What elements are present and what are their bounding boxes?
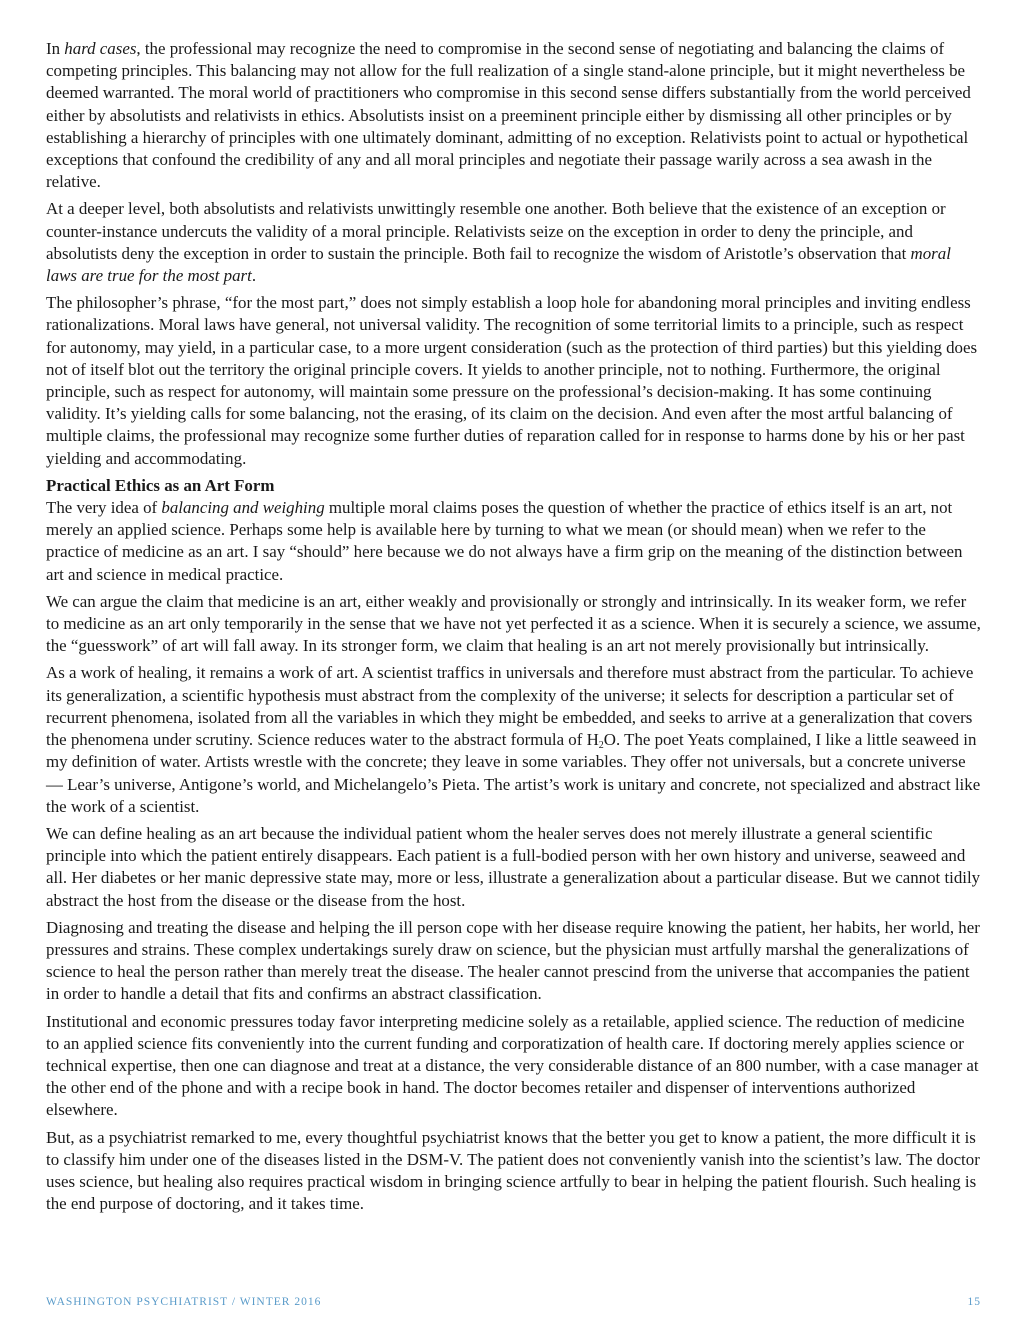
paragraph-philosophers-phrase: The philosopher’s phrase, “for the most part,” does not simply establish a loop hole for abandoning moral principles and inviting endless rationalizations. Moral laws have general, not universal validity. The recognition of some territorial limits to a principle, such as respect for autonomy, may yield, in a particular case, to a more urgent consideration (such as the protection of third parties) but this yielding does not of itself blot out the territory the original principle covers. It yields to another principle, not to nothing. Furthermore, the original principle, such as respect for autonomy, will maintain some pressure on the professional’s decision-making. It has some continuing validity. It’s yielding calls for some balancing, not the erasing, of its claim on the decision. And even after the most artful balancing of multiple claims, the professional may recognize some further duties of reparation called for in response to harms done by his or her past yielding and accommodating. xyxy=(46,293,978,468)
paragraph-institutional: Institutional and economic pressures today favor interpreting medicine solely as a retailable, applied science. The reduction of medicine to an applied science fits conveniently into the current funding and corporatization of health care. If doctoring merely applies science or technical expertise, then one can diagnose and treat at a distance, the very considerable distance of an 800 number, with a case manager at the other end of the phone and with a recipe book in hand. The doctor becomes retailer and dispenser of interventions authorized elsewhere. xyxy=(46,1011,979,1120)
section-heading: Practical Ethics as an Art Form xyxy=(46,475,275,495)
publication-title: WASHINGTON PSYCHIATRIST / WINTER 2016 xyxy=(46,1296,322,1308)
subscript-two: 2 xyxy=(598,740,604,752)
emphasis-balancing: balancing and weighing xyxy=(161,498,325,518)
paragraph-diagnosing: Diagnosing and treating the disease and helping the ill person cope with her disease require knowing the patient, her habits, her world, her pressures and strains. These complex undertakings surely draw on science, but the physician must artfully marshal the generalizations of science to heal the person rather than merely treat the disease. The healer cannot prescind from the universe that accompanies the patient in order to handle a detail that fits and confirms an abstract classification. xyxy=(46,917,980,1004)
emphasis-hard-cases: hard cases xyxy=(64,39,137,58)
page-number: 15 xyxy=(967,1296,981,1308)
paragraph-psychiatrist: But, as a psychiatrist remarked to me, every thoughtful psychiatrist knows that the better you get to know a patient, the more difficult it is to classify him under one of the diseases listed in the DSM-V. The patient does not conveniently vanish into the scientist’s law. The doctor uses science, but healing also requires practical wisdom in bringing science artfully to bear in helping the patient flourish. Such healing is the end purpose of doctoring, and it takes time. xyxy=(46,1127,980,1214)
paragraph-medicine-art: We can argue the claim that medicine is an art, either weakly and provisionally or strongly and intrinsically. In its weaker form, we refer to medicine as an art only temporarily in the sense that we have not yet perfected it as a science. When it is securely a science, we assume, the “guesswork” of art will fall away. In its stronger form, we claim that healing is an art not merely provisionally but intrinsically. xyxy=(46,591,981,656)
paragraph-balancing-weighing: The very idea of balancing and weighing multiple moral claims poses the question of whether the practice of ethics itself is an art, not merely an applied science. Perhaps some help is available here by turning to what we mean (or should mean) when we refer to the practice of medicine as an art. I say “should” here because we do not always have a firm grip on the meaning of the distinction between art and science in medical practice. xyxy=(46,498,963,584)
emphasis-moral-laws: moral laws are true for the most part xyxy=(46,243,951,286)
paragraph-deeper-level: At a deeper level, both absolutists and relativists unwittingly resemble one another. Both believe that the existence of an exception or counter-instance undercuts the validity of a moral principle. Relativists seize on the exception in order to deny the principle, and absolutists deny the exception in order to sustain the principle. Both fail to recognize the wisdom of Aristotle’s observation that moral laws are true for the most part. xyxy=(46,199,951,286)
paragraph-hard-cases: In hard cases, the professional may recognize the need to compromise in the second sense of negotiating and balancing the claims of competing principles. This balancing may not allow for the full realization of a single stand-alone principle, but it might nevertheless be deemed warranted. The moral world of practitioners who compromise in this second sense differs substantially from the world perceived either by absolutists and relativists in ethics. Absolutists insist on a preeminent principle either by dismissing all other principles or by establishing a hierarchy of principles with one ultimately dominant, admitting of no exception. Relativists point to actual or hypothetical exceptions that confound the credibility of any and all moral principles and negotiate their passage warily across a sea awash in the relative. xyxy=(46,39,971,192)
paragraph-work-of-healing: As a work of healing, it remains a work of art. A scientist traffics in universals and therefore must abstract from the particular. To achieve its generalization, a scientific hypothesis must abstract from the complexity of the universe; it selects for description a particular set of recurrent phenomena, isolated from all the variables in which they might be embedded, and seeks to arrive at a generalization that covers the phenomena under scrutiny. Science reduces water to the abstract formula of $H_2O$. The poet Yeats complained, I like a little seaweed in my definition of water. Artists wrestle with the concrete; they leave in some variables. They offer not universals, but a concrete universe — Lear’s universe, Antigone’s world, and Michelangelo’s Pieta. The artist’s work is unitary and concrete, not specialized and abstract like the work of a scientist. xyxy=(46,663,981,816)
article-body xyxy=(46,38,981,1220)
paragraph-healing-art: We can define healing as an art because the individual patient whom the healer serves does not merely illustrate a general scientific principle into which the patient entirely disappears. Each patient is a full-bodied person with her own history and universe, seaweed and all. Her diabetes or her manic depressive state may, more or less, illustrate a generalization about a particular disease. But we cannot tidily abstract the host from the disease or the disease from the host. xyxy=(46,823,981,910)
